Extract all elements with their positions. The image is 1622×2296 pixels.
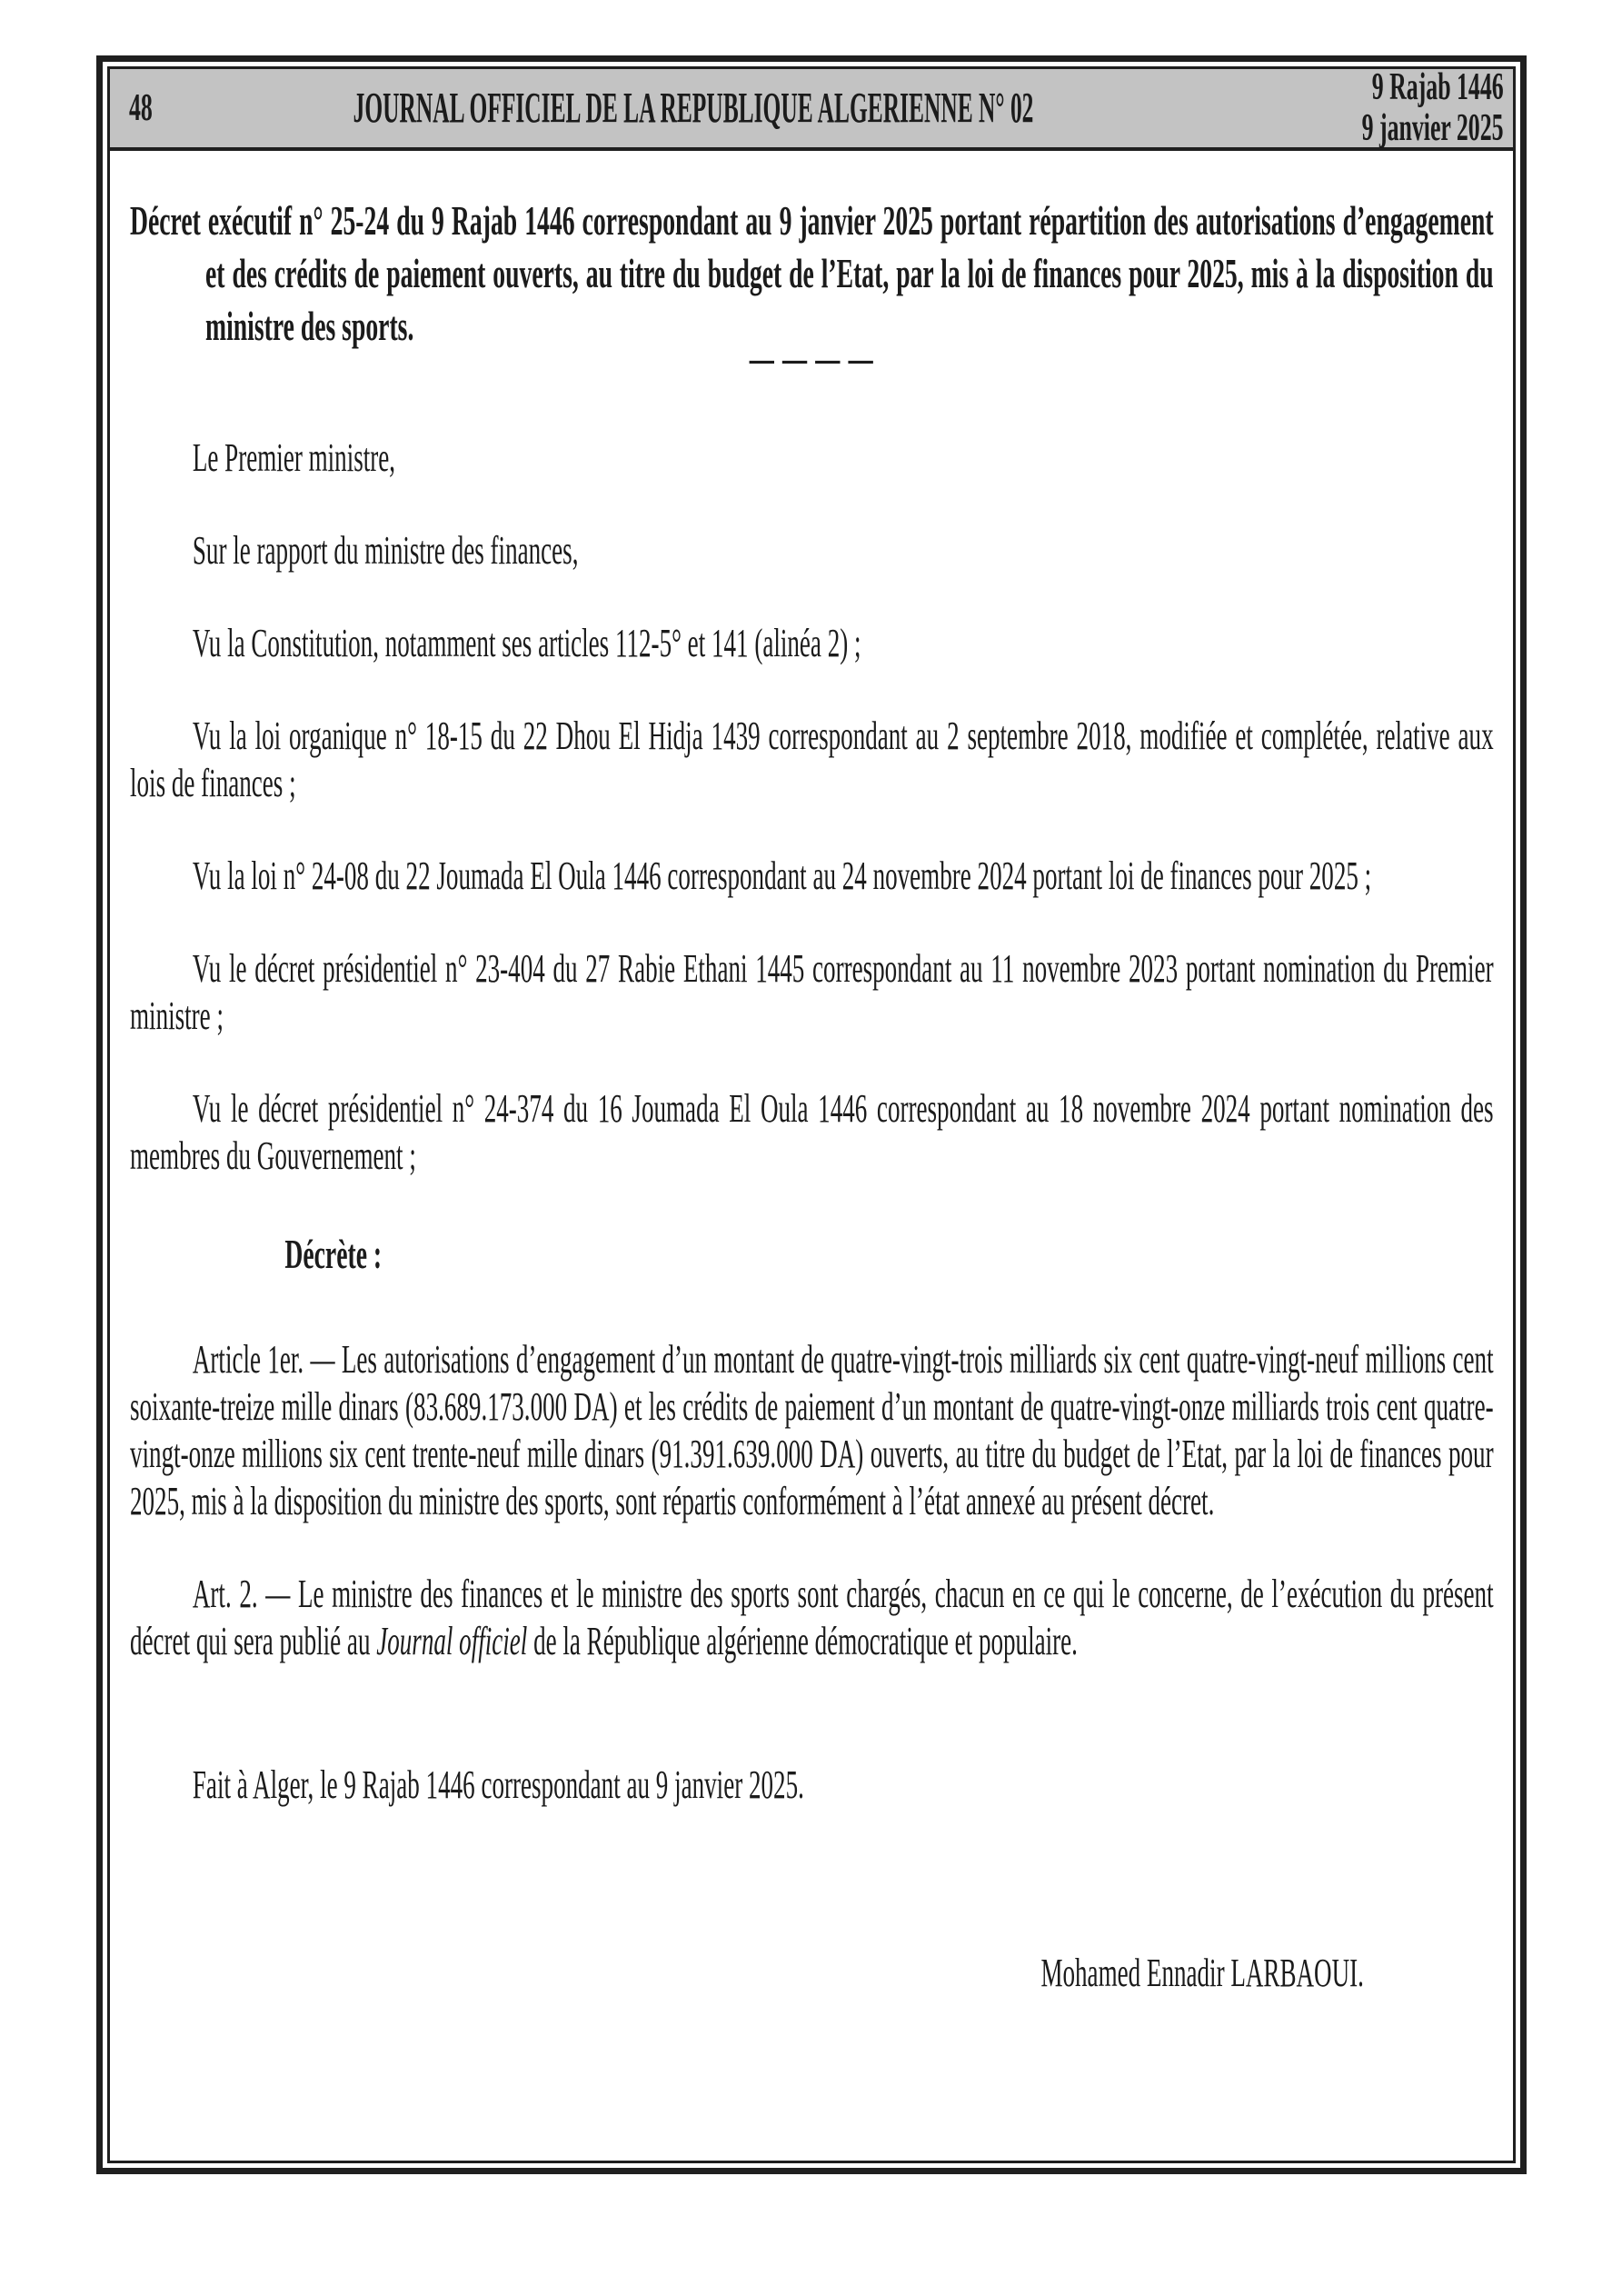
date-gregorian: 9 janvier 2025: [1362, 107, 1504, 149]
section-separator: — — — —: [749, 336, 874, 381]
page-number: 48: [129, 87, 153, 129]
header-band: [110, 66, 1513, 151]
article-2: [130, 1571, 1494, 1665]
article-2-text: Art. 2. — Le ministre des finances et le ministre des sports sont chargés, chacun en ce qui le concerne, de l’exécution du présent décret qui sera publié au: [130, 1572, 1494, 1663]
date-hijri: 9 Rajab 1446: [1372, 66, 1504, 108]
preamble-paragraph: Vu la loi n° 24-08 du 22 Joumada El Oula 1446 correspondant au 24 novembre 2024 portant loi de finances pour 2025 ;: [192, 854, 1372, 898]
preamble-paragraph: Le Premier ministre,: [192, 435, 396, 480]
header-dates: [1273, 67, 1504, 149]
preamble-paragraph: Vu la Constitution, notamment ses articles 112-5° et 141 (alinéa 2) ;: [192, 621, 861, 665]
journal-title: JOURNAL OFFICIEL DE LA REPUBLIQUE ALGERIENNE N° 02: [353, 84, 1034, 133]
preamble-paragraph: Sur le rapport du ministre des finances,: [192, 528, 579, 573]
decree-body: [130, 151, 1494, 1997]
preamble-paragraph: Vu le décret présidentiel n° 23-404 du 27 Rabie Ethani 1445 correspondant au 11 novembre 2023 portant nomination du Premier ministre ;: [130, 946, 1494, 1038]
preamble-paragraph: Vu le décret présidentiel n° 24-374 du 16 Joumada El Oula 1446 correspondant au 18 novembre 2024 portant nomination des membres du Gouvernement ;: [130, 1086, 1494, 1178]
journal-officiel-italic: Journal officiel: [376, 1619, 528, 1663]
place-date-line: Fait à Alger, le 9 Rajab 1446 correspondant au 9 janvier 2025.: [192, 1762, 804, 1807]
page-frame-inner: [107, 66, 1516, 2163]
preamble-paragraph: Vu la loi organique n° 18-15 du 22 Dhou El Hidja 1439 correspondant au 2 septembre 2018, modifiée et complétée, relative aux lois de finances ;: [130, 714, 1494, 805]
decrete-label: Décrète :: [284, 1232, 383, 1277]
decree-title: Décret exécutif n° 25-24 du 9 Rajab 1446 correspondant au 9 janvier 2025 portant répartition des autorisations d’engagement et des crédits de paiement ouverts, au titre du budget de l’Etat, par la loi de finances pour 2025, mis à la disposition du ministre des sports.: [130, 198, 1494, 349]
article-2-text-end: de la République algérienne démocratique et populaire.: [527, 1619, 1078, 1663]
page-frame: [96, 55, 1527, 2174]
signatory-name: Mohamed Ennadir LARBAOUI.: [1040, 1951, 1364, 1995]
article-1: Article 1er. — Les autorisations d’engagement d’un montant de quatre-vingt-trois milliards six cent quatre-vingt-neuf millions cent soixante-treize mille dinars (83.689.173.000 DA) et les crédits de paiement d’un montant de quatre-vingt-onze milliards trois cent quatre-vingt-onze millions six cent trente-neuf mille dinars (91.391.639.000 DA) ouverts, au titre du budget de l’Etat, par la loi de finances pour 2025, mis à la disposition du ministre des sports, sont répartis conformément à l’état annexé au présent décret.: [130, 1337, 1494, 1523]
